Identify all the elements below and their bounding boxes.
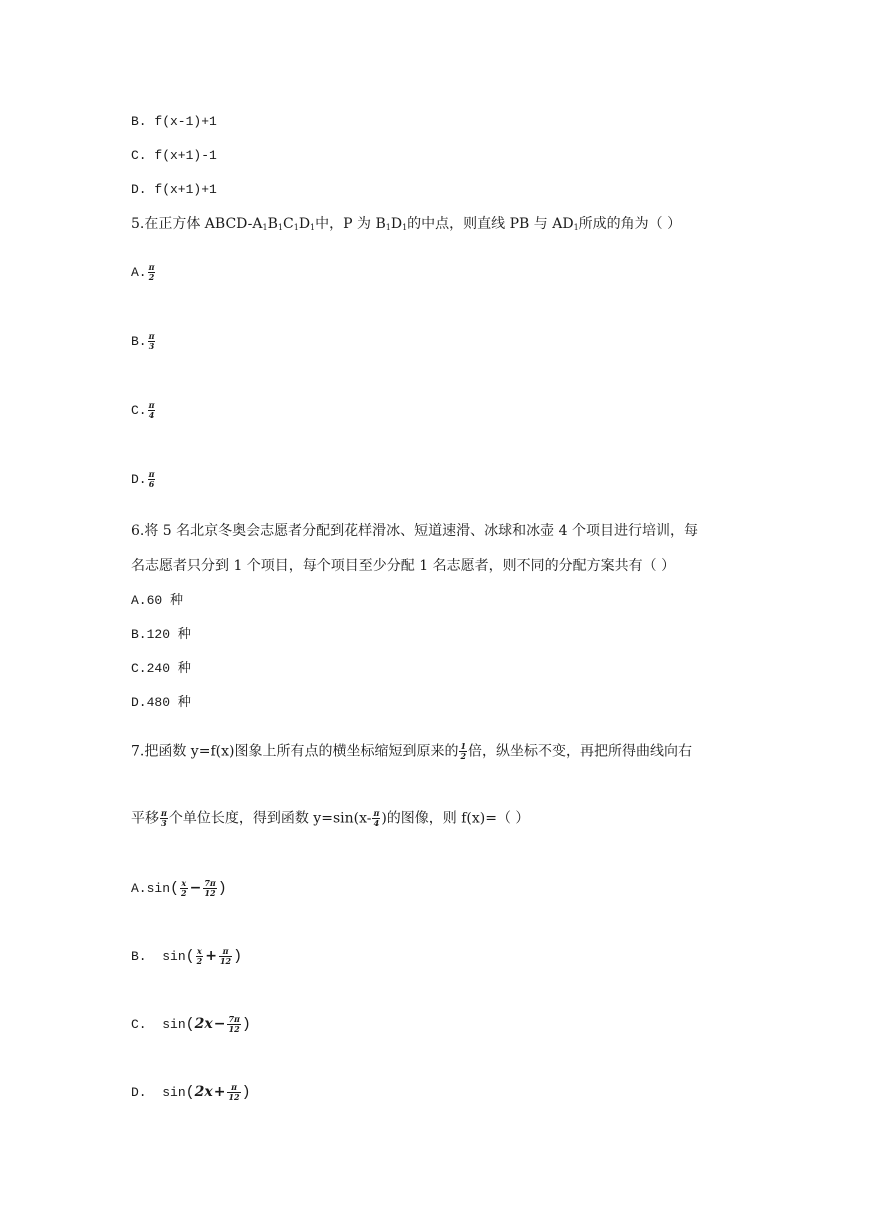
q5-stem-part: 的中点，则直线 PB 与 AD	[407, 216, 574, 232]
plus-sign: +	[205, 948, 217, 964]
option-label: A.	[131, 881, 147, 896]
q6-option-d: D.480 种	[131, 695, 191, 710]
q5-option-d	[131, 470, 156, 489]
subscript: 1	[293, 223, 299, 232]
q7-stem-line2	[131, 809, 529, 828]
q7-stem-part: 7.把函数 y=f(x)图象上所有点的横坐标缩短到原来的	[131, 743, 459, 760]
fraction	[148, 332, 156, 351]
fraction-numerator: π	[219, 947, 232, 957]
minus-sign: −	[213, 1016, 226, 1032]
sin-text: sin	[162, 1017, 186, 1032]
fraction-numerator: π	[227, 1083, 240, 1093]
q6-option-c: C.240 种	[131, 661, 191, 676]
q7-option-a: A.sin( $\frac{x}{2}$ − $\frac{7\pi}{12}$ )	[131, 878, 227, 899]
fraction-denominator: 3	[161, 818, 167, 828]
fraction-denominator: 12	[204, 888, 216, 899]
math-2x: 2x	[194, 1084, 213, 1100]
q7-stem-part: )的图像，则 f(x)=（ ）	[381, 810, 530, 827]
fraction-denominator: 6	[148, 479, 155, 489]
fraction	[196, 947, 204, 966]
q5-stem: 5.在正方体 ABCD-$A_1B_1C_1D_1$中，P 为 $B_1D_1$的中点，则直线 PB 与 $AD_1$所成的角为（ ）	[131, 216, 682, 232]
option-label: B.	[131, 333, 147, 349]
q7-option-c: C. sin(2x− $\frac{7\pi}{12}$ )	[131, 1014, 251, 1035]
fraction-numerator: 1	[460, 741, 467, 751]
option-label: B.	[131, 949, 147, 964]
fraction-half	[459, 742, 467, 761]
minus-sign: −	[189, 880, 202, 896]
fraction-denominator: 2	[196, 956, 203, 967]
option-label: D.	[131, 1085, 147, 1100]
sin-text: sin	[146, 881, 171, 896]
q5-stem-part: 所成的角为（ ）	[578, 216, 682, 232]
q7-option-b: B. sin( $\frac{x}{2}$ + $\frac{\pi}{12}$ )	[131, 946, 243, 967]
q4-option-b: B. f(x-1)+1	[131, 114, 217, 129]
fraction-denominator: 3	[148, 341, 155, 351]
fraction	[148, 263, 156, 282]
fraction-denominator: 4	[148, 410, 155, 420]
q5-option-b	[131, 332, 156, 351]
q5-stem-part: 中，P 为 B	[315, 216, 386, 232]
fraction-numerator: x	[197, 946, 202, 957]
sin-text: sin	[162, 949, 186, 964]
fraction-denominator: 2	[181, 888, 187, 899]
q7-stem-part: 平移	[131, 810, 159, 827]
fraction	[148, 401, 156, 420]
fraction	[227, 1083, 240, 1102]
fraction-numerator: π	[148, 469, 155, 479]
fraction-denominator: 2	[460, 751, 467, 761]
fraction-numerator: π	[161, 808, 167, 818]
fraction-denominator: 12	[219, 956, 232, 967]
fraction	[203, 879, 216, 898]
option-label: A.	[131, 264, 147, 280]
plus-sign: +	[213, 1084, 226, 1100]
option-label: C.	[131, 402, 147, 418]
q7-option-d: D. sin(2x+ $\frac{\pi}{12}$ )	[131, 1082, 251, 1103]
math-2x: 2x	[194, 1016, 213, 1032]
fraction-numerator: π	[148, 400, 155, 410]
q7-stem-part: 倍，纵坐标不变，再把所得曲线向右	[468, 743, 693, 760]
fraction-denominator: 2	[148, 272, 155, 282]
fraction-shift	[160, 809, 168, 828]
fraction	[219, 947, 232, 966]
fraction	[180, 879, 188, 898]
q4-option-d: D. f(x+1)+1	[131, 182, 217, 197]
fraction-numerator: x	[181, 878, 187, 889]
fraction-denominator: 12	[228, 1092, 240, 1103]
fraction-inner	[372, 809, 380, 828]
subscript: 1	[385, 223, 391, 232]
fraction	[148, 470, 156, 489]
subscript: 1	[310, 223, 316, 232]
fraction-numerator: 7π	[204, 878, 216, 889]
q7-stem-line1	[131, 742, 692, 761]
fraction-numerator: 7π	[228, 1014, 240, 1025]
fraction-denominator: 12	[228, 1024, 240, 1035]
fraction-numerator: π	[148, 262, 155, 272]
q6-option-b: B.120 种	[131, 627, 191, 642]
q4-option-c: C. f(x+1)-1	[131, 148, 217, 163]
fraction-numerator: π	[373, 808, 380, 818]
subscript: 1	[402, 223, 408, 232]
sin-text: sin	[162, 1085, 186, 1100]
q5-option-a	[131, 263, 156, 282]
fraction-denominator: 4	[373, 818, 380, 828]
q6-stem-line2: 名志愿者只分到 1 个项目，每个项目至少分配 1 名志愿者，则不同的分配方案共有（ ）	[131, 558, 676, 574]
fraction-numerator: π	[148, 331, 155, 341]
q6-option-a: A.60 种	[131, 593, 184, 608]
q6-stem-line1: 6.将 5 名北京冬奥会志愿者分配到花样滑冰、短道速滑、冰球和冰壶 4 个项目进行培训，每	[131, 523, 698, 539]
subscript: 1	[262, 223, 268, 232]
subscript: 1	[277, 223, 283, 232]
q7-stem-part: 个单位长度，得到函数 y=sin(x-	[168, 810, 372, 827]
q5-stem-part: 5.在正方体 ABCD-A	[131, 216, 263, 232]
option-label: D.	[131, 471, 147, 487]
fraction	[227, 1015, 240, 1034]
option-label: C.	[131, 1017, 147, 1032]
subscript: 1	[573, 223, 579, 232]
q5-option-c	[131, 401, 156, 420]
